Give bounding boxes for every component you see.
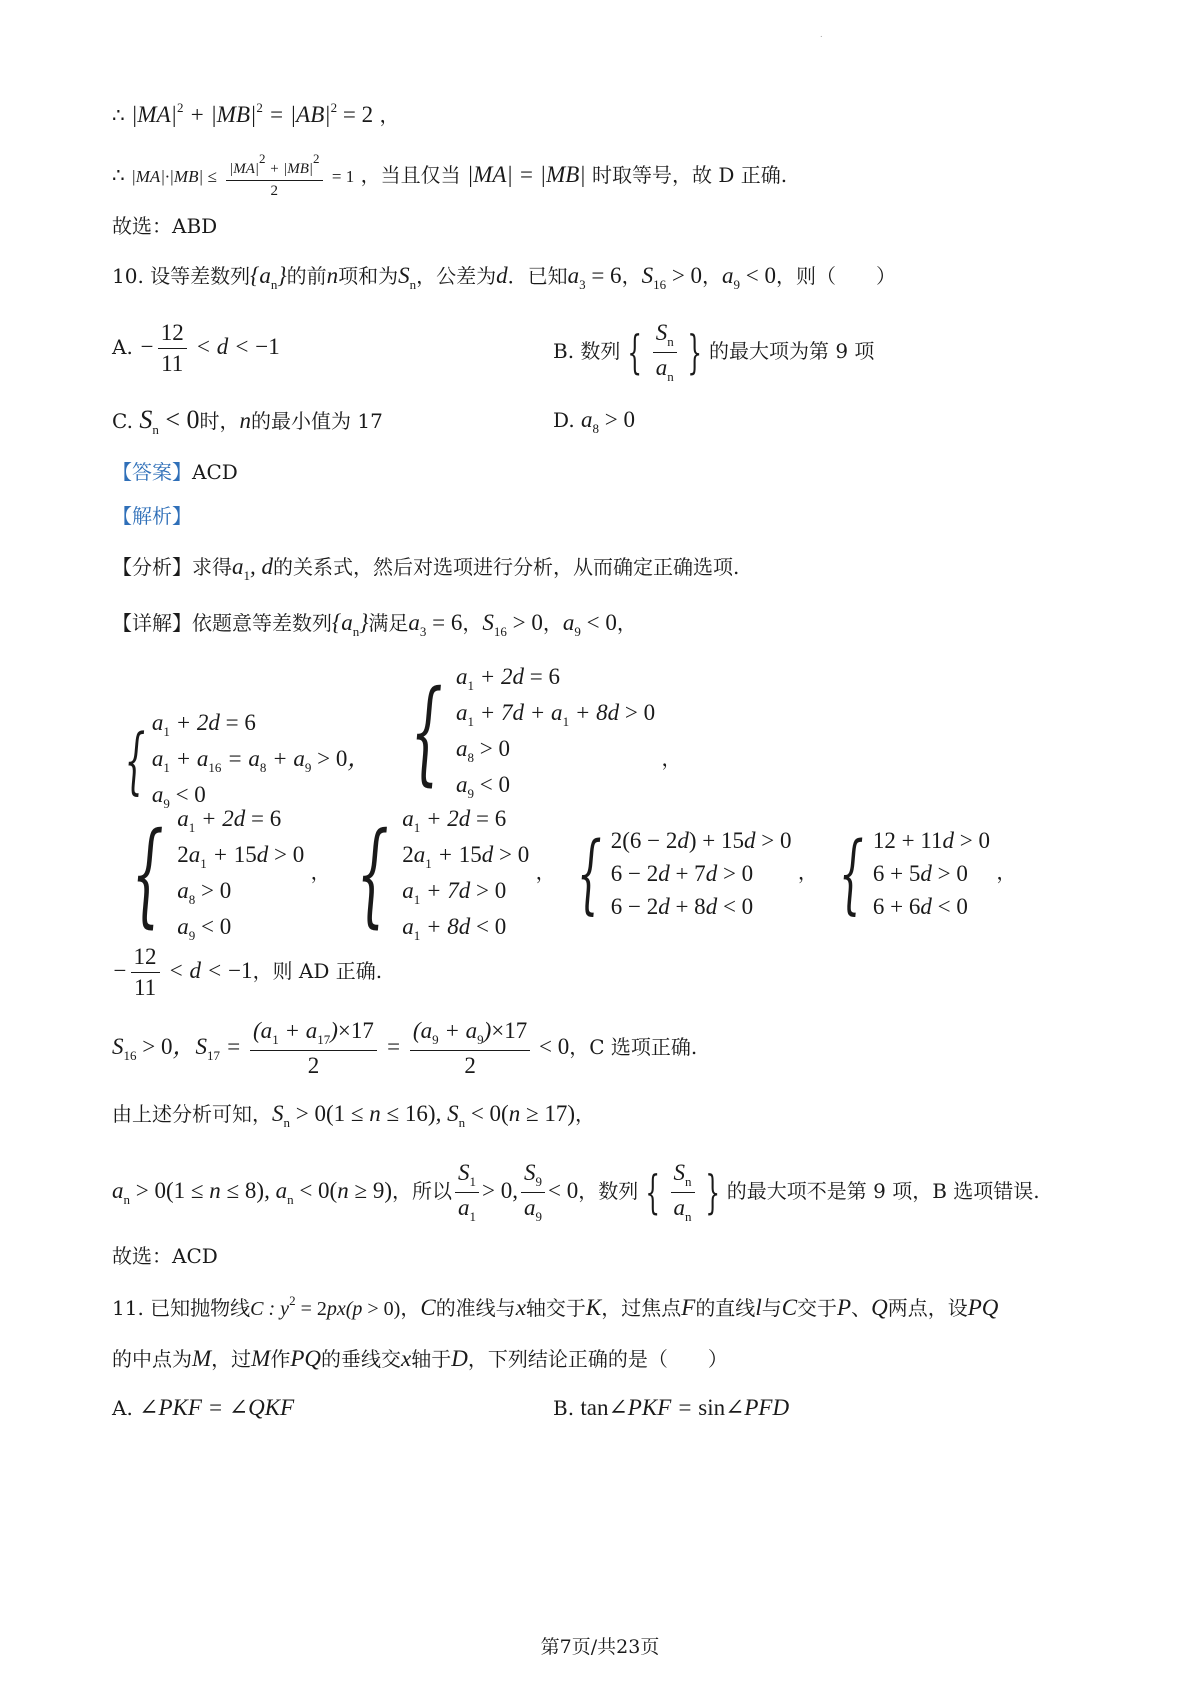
- system-1: { $a_1 + 2d = 6$ $a_1 + a_{16} = a_8 + a_9 > 0$， $a_9 < 0$: [124, 710, 371, 812]
- answer-tag: 【答案】: [112, 460, 192, 484]
- text: 的垂线交: [321, 1347, 402, 1371]
- text: 两点，设: [887, 1296, 968, 1320]
- math-c: $S_n < 0$: [139, 405, 200, 437]
- math-d: $a_8 > 0$: [581, 407, 636, 436]
- text: 的最大项为第 9 项: [708, 338, 875, 363]
- q11-option-a: [112, 1394, 294, 1422]
- c-line: [112, 1018, 697, 1079]
- math-an: $\{a_n\}$: [250, 263, 287, 292]
- page-footer: 第7页/共23页: [540, 1636, 660, 1658]
- text: 过焦点: [621, 1296, 682, 1320]
- system-3: { $a_1 + 2d = 6$ $2a_1 + 15d > 0$ $a_8 > 0$ $a_9 < 0$: [131, 806, 305, 943]
- punct: ，: [379, 103, 400, 127]
- option-c-label: C.: [112, 409, 133, 433]
- option-a-label: A.: [112, 335, 133, 360]
- by-line: [112, 1100, 595, 1131]
- system-row-2: { $a_1 + 2d = 6$ $2a_1 + 15d > 0$ $a_8 > 0$ $a_9 < 0$ ， { $a_1 + 2d = 6$ $2a_1 + 15d > 0$ $a_1 + 7d > 0$ $a_1 + 8d < 0$ ， { 2(6 − 2d) + 15d > 0 6 − 2d + 7d > 0 6 − 2d + 8d < 0 ， { 12 + 11d > 0 6 + 5d > 0 6 + 6d < 0 ，: [112, 802, 1016, 945]
- text: 项和为: [338, 264, 399, 288]
- q11-option-b: [553, 1394, 789, 1422]
- text: ，则（ ）: [776, 264, 897, 288]
- text: 作: [270, 1347, 291, 1371]
- choose-abd: 故选：ABD: [112, 214, 218, 238]
- option-b: B. 数列 { $\frac{S_n}{a_n}$ } 的最大项为第 9 项: [553, 320, 875, 384]
- option-d: [553, 406, 635, 437]
- text: 的最大项不是第 9 项，B 选项错误.: [726, 1178, 1040, 1203]
- text: 与: [761, 1296, 782, 1320]
- text: 轴于: [411, 1347, 452, 1371]
- line-2: [112, 152, 787, 201]
- option-a: [112, 320, 280, 378]
- xiangjie-tag: 【详解】: [112, 611, 192, 635]
- option-b-label: B.: [553, 338, 575, 363]
- math-ma-eq-mb: |MA| = |MB|: [466, 161, 586, 187]
- analysis-tag-text: 【解析】: [112, 504, 192, 528]
- choose-acd: 故选：ACD: [112, 1244, 218, 1268]
- text: ，所以: [392, 1178, 452, 1203]
- text: 的准线与: [435, 1296, 516, 1320]
- therefore-sign: ∴: [112, 162, 125, 187]
- text: ，C 选项正确.: [569, 1034, 698, 1059]
- eq-one: = 1: [331, 166, 355, 186]
- text: ．已知: [507, 264, 568, 288]
- top-dot: .: [820, 30, 823, 39]
- system-4: { $a_1 + 2d = 6$ $2a_1 + 15d > 0$ $a_1 + 7d > 0$ $a_1 + 8d < 0$: [356, 806, 530, 943]
- q11-option-a-label: A.: [112, 1396, 133, 1420]
- q10-number: 10. 设等差数列: [112, 264, 251, 288]
- text: ，数列: [578, 1178, 639, 1203]
- text: 由上述分析可知，: [112, 1102, 272, 1126]
- math-s17: $S_{16} > 0$，$S_{17}$ = $\frac{(a_1 + a_{17})\times 17}{2}$ = $\frac{(a_9 + a_9)\times 17}{2}$ < 0: [112, 1018, 570, 1078]
- text: 轴交于: [525, 1296, 586, 1320]
- punct: ，: [575, 1102, 595, 1126]
- math-q11-a: ∠PKF = ∠QKF: [139, 1395, 295, 1420]
- math-ma-times-mb: |MA|·|MB| ≤: [131, 166, 217, 186]
- math-an-sign: $a_n > 0(1 \le n \le 8)$, $a_n < 0(n \ge 9)$: [112, 1177, 392, 1207]
- text: 的关系式，然后对选项进行分析，从而确定正确选项.: [273, 555, 740, 579]
- punct: ，: [616, 611, 637, 635]
- fenxi-line: 【分析】求得$a_1$, d的关系式，然后对选项进行分析，从而确定正确选项.: [112, 554, 740, 583]
- text: 的前: [286, 264, 327, 288]
- option-d-label: D.: [553, 408, 575, 432]
- question-10: 10. 设等差数列$\{a_n\}$的前n项和为$S_n$，公差为d．已知$a_3 = 6$，$S_{16} > 0$，$a_9 < 0$，则（ ）: [112, 263, 897, 292]
- text: ，当且仅当: [360, 162, 461, 187]
- analysis-tag: [112, 504, 192, 528]
- text: 依题意等差数列: [192, 611, 332, 635]
- fraction-half-sum: $\frac{|MA|2 + |MB|2}{2}$: [226, 152, 322, 201]
- math-a: − $\frac{12}{11}$ < d < −1: [139, 320, 280, 377]
- text: 时取等号，故 D 正确.: [592, 162, 788, 187]
- text: 的中点为: [112, 1347, 192, 1371]
- q11-option-b-label: B.: [553, 1396, 575, 1420]
- text: 过: [231, 1347, 252, 1371]
- text: 交于: [797, 1296, 838, 1320]
- question-11-line1: 11. 已知抛物线C : $y^2 = 2px(p > 0)$，C的准线与x轴交于K，过焦点F的直线l与C交于P、Q两点，设PQ: [112, 1293, 999, 1320]
- system-2: { $a_1 + 2d = 6$ $a_1 + 7d + a_1 + 8d > 0$ $a_8 > 0$ $a_9 < 0$: [410, 664, 656, 801]
- answer-value: ACD: [192, 460, 238, 484]
- text: 满足: [368, 611, 409, 635]
- answer-line: [112, 460, 238, 484]
- text: ，则 AD 正确.: [252, 959, 383, 984]
- math-q11-b: tan∠PKF = sin∠PFD: [580, 1395, 790, 1420]
- math-sn-sign: $S_n > 0(1 \le n \le 16)$, $S_n < 0(n \ge 17)$: [272, 1101, 575, 1130]
- text: 的最小值为 17: [250, 409, 383, 433]
- math-d-range: − $\frac{12}{11}$ < d < −1: [112, 944, 253, 1001]
- system-row-1: [112, 660, 681, 814]
- xiangjie-line: 【详解】依题意等差数列$\{a_n\}$满足$a_3 = 6$，$S_{16} > 0$，$a_9 < 0$，: [112, 610, 637, 639]
- fenxi-tag: 【分析】: [112, 555, 192, 579]
- text: 下列结论正确的是（ ）: [487, 1347, 728, 1371]
- question-11-line2: 的中点为M，过M作PQ的垂线交x轴于D，下列结论正确的是（ ）: [112, 1346, 728, 1371]
- an-line: $a_n > 0(1 \le n \le 8)$, $a_n < 0(n \ge 9)$，所以 $\frac{S_1}{a_1}$ > 0, $\frac{S_9}{a_9}$ < 0，数列 { $\frac{S_n}{a_n}$ } 的最大项不是第 9 项，B 选项错误.: [112, 1160, 1040, 1225]
- text: ，公差为: [416, 264, 497, 288]
- text: 数列: [580, 338, 621, 363]
- comma-mark: ，: [661, 746, 682, 771]
- option-c: C. $S_n < 0$时，n的最小值为 17: [112, 405, 383, 437]
- system-5: { 2(6 − 2d) + 15d > 0 6 − 2d + 7d > 0 6 − 2d + 8d < 0: [577, 823, 792, 924]
- line-1: [112, 100, 399, 129]
- text: 求得: [192, 555, 232, 579]
- text: 时，: [199, 409, 240, 433]
- q11-number: 11. 已知抛物线: [112, 1296, 251, 1320]
- math-ma-mb-ab: $|MA|^2 + |MB|^2 = |AB|^2 = 2$: [131, 100, 374, 127]
- system-6: { 12 + 11d > 0 6 + 5d > 0 6 + 6d < 0: [839, 823, 991, 924]
- therefore-sign: ∴: [112, 103, 125, 127]
- text: 的直线: [695, 1296, 756, 1320]
- ad-line: [112, 944, 382, 1002]
